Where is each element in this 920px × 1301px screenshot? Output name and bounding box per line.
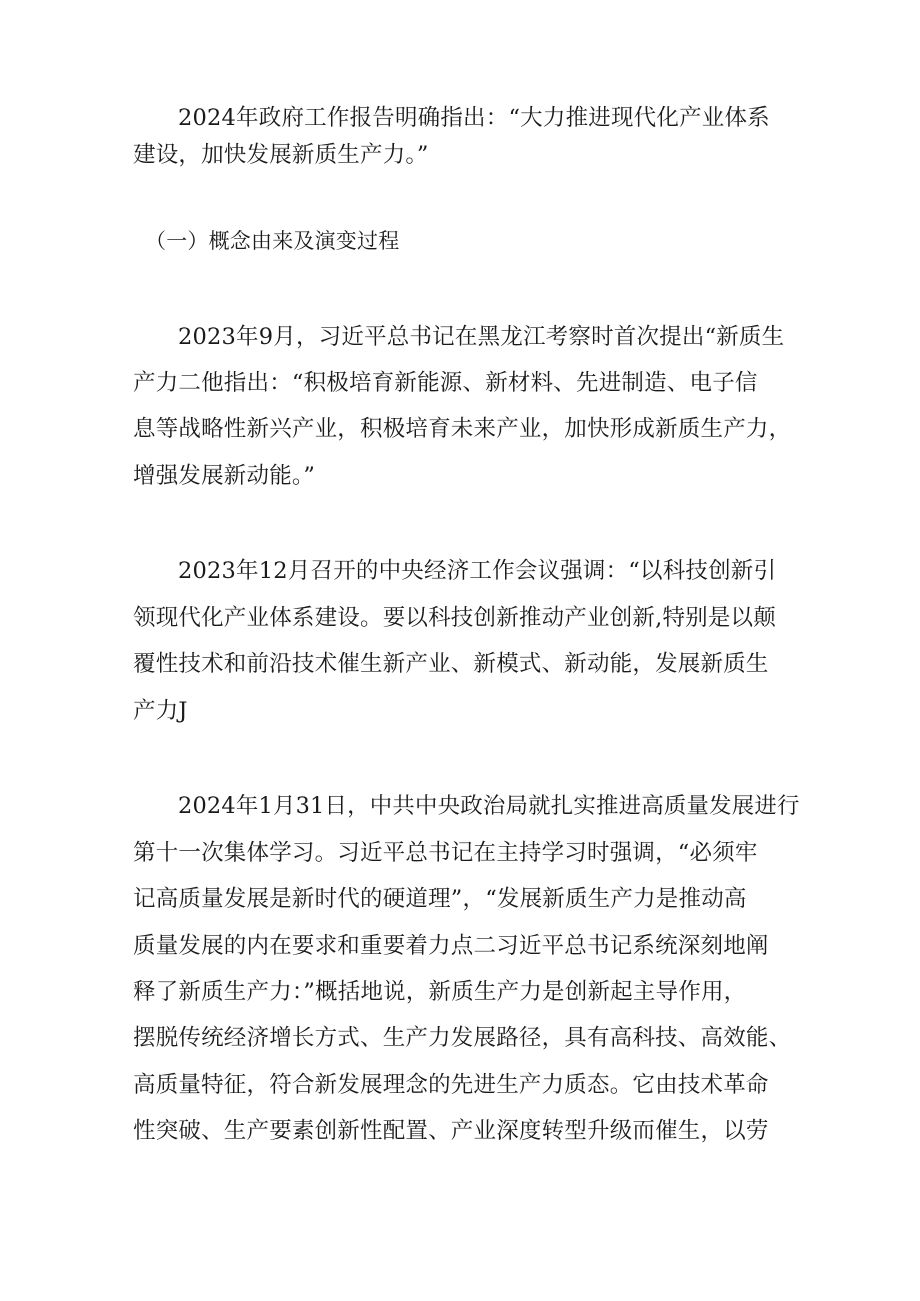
- paragraph-3-line-2: 领现代化产业体系建设。要以科技创新推动产业创新,特别是以颠: [133, 605, 776, 631]
- paragraph-1-line-1: 2024年政府工作报告明确指出：“大力推进现代化产业体系: [178, 105, 770, 131]
- paragraph-4-line-7: 高质量特征，符合新发展理念的先进生产力质态。它由技术革命: [133, 1072, 769, 1098]
- paragraph-4-line-4: 质量发展的内在要求和重要着力点二习近平总书记系统深刻地阐: [133, 933, 769, 959]
- paragraph-4-line-6: 摆脱传统经济增长方式、生产力发展路径，具有高科技、高效能、: [133, 1025, 792, 1051]
- paragraph-2-line-3: 息等战略性新兴产业，积极培育未来产业，加快形成新质生产力，: [133, 416, 792, 442]
- section-heading: （一）概念由来及演变过程: [145, 229, 400, 253]
- paragraph-3-line-3: 覆性技术和前沿技术催生新产业、新模式、新动能，发展新质生: [133, 651, 769, 677]
- paragraph-2-line-1: 2023年9月，习近平总书记在黑龙江考察时首次提出“新质生: [178, 324, 785, 350]
- paragraph-4-line-8: 性突破、生产要素创新性配置、产业深度转型升级而催生，以劳: [133, 1118, 769, 1144]
- paragraph-4-line-3: 记高质量发展是新时代的硬道理”，“发展新质生产力是推动高: [133, 886, 747, 912]
- paragraph-4-line-1: 2024年1月31日，中共中央政治局就扎实推进高质量发展进行: [178, 793, 800, 819]
- paragraph-4-line-5: 释了新质生产力：”概括地说，新质生产力是创新起主导作用，: [133, 979, 747, 1005]
- paragraph-3-line-1: 2023年12月召开的中央经济工作会议强调：“以科技创新引: [178, 558, 777, 584]
- paragraph-2-line-4: 增强发展新动能。”: [133, 463, 316, 489]
- paragraph-2-line-2: 产力二他指出：“积极培育新能源、新材料、先进制造、电子信: [133, 370, 758, 396]
- paragraph-1-line-2: 建设，加快发展新质生产力。”: [133, 142, 429, 168]
- paragraph-4-line-2: 第十一次集体学习。习近平总书记在主持学习时强调，“必须牢: [133, 840, 758, 866]
- paragraph-3-line-4: 产力J: [133, 698, 188, 724]
